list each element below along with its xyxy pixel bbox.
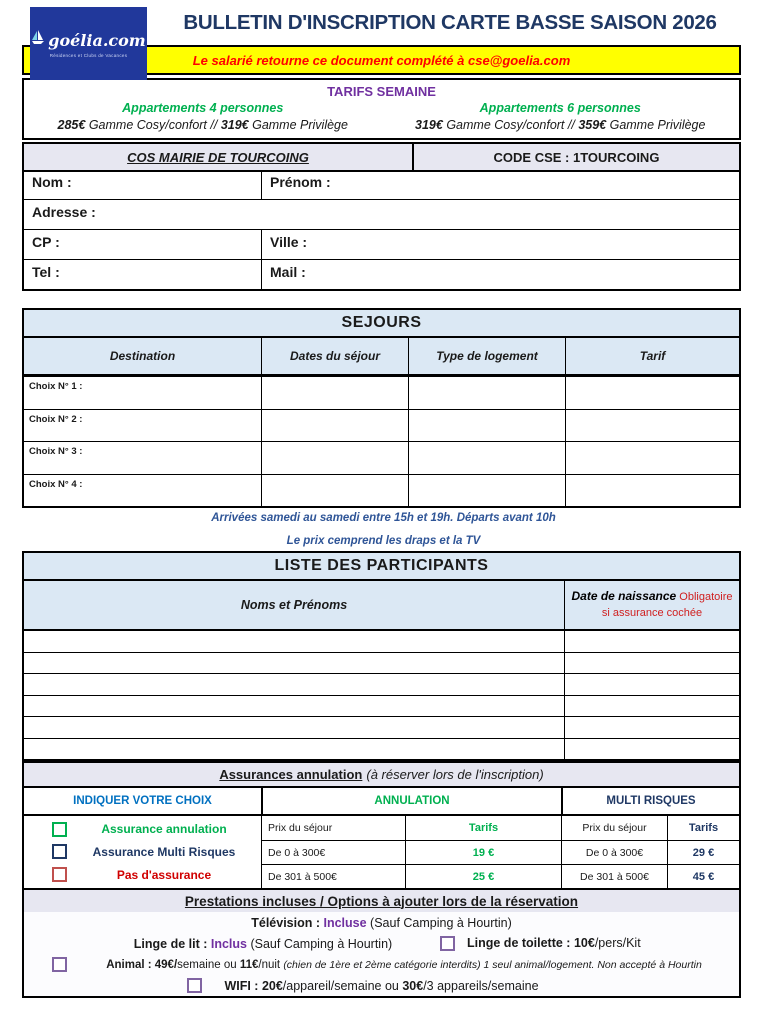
participants-table — [22, 551, 741, 761]
sejours-header-row — [24, 338, 739, 376]
col-noms-prenoms: Noms et Prénoms — [240, 598, 348, 612]
choice-pas-assurance — [24, 864, 261, 886]
linge-lit-suffix: (Sauf Camping à Hourtin) — [247, 936, 393, 951]
prestations-body — [22, 912, 741, 998]
participant-name-cell[interactable] — [24, 739, 564, 760]
linge-toilette-checkbox[interactable] — [440, 936, 455, 951]
apt6-prices: 319€ Gamme Cosy/confort // 359€ Gamme Privilège — [415, 118, 706, 132]
linge-lit-label: Linge de lit : — [133, 936, 211, 951]
tel-label: Tel : — [32, 264, 60, 280]
participant-birth-cell[interactable] — [564, 653, 739, 674]
prenom-label: Prénom : — [270, 174, 331, 190]
linge-toilette-label: Linge de toilette : 10€ — [467, 936, 595, 950]
choice-assurance-annulation — [24, 818, 261, 840]
choice-assurance-multi — [24, 841, 261, 863]
participant-birth-cell[interactable] — [564, 717, 739, 738]
choix-2-logement-cell[interactable] — [408, 410, 565, 442]
price-note: Le prix cemprend les draps et la TV — [286, 535, 481, 547]
multi-tarif-1: 29 € — [667, 840, 739, 864]
ann-tarif-2: 25 € — [405, 864, 561, 888]
tv-label: Télévision : — [251, 915, 324, 930]
tarifs-title: TARIFS SEMAINE — [327, 84, 436, 99]
prestations-title: Prestations incluses / Options à ajouter lors de la réservation — [184, 893, 579, 909]
wifi-text-1: /appareil/semaine ou — [282, 978, 403, 993]
org-name: COS MAIRIE DE TOURCOING — [127, 149, 309, 165]
apt4-heading: Appartements 4 personnes — [122, 101, 284, 115]
linge-toilette-rest: /pers/Kit — [594, 936, 641, 950]
linge-lit-value: Inclus — [210, 936, 247, 951]
tv-line — [24, 912, 739, 933]
mail-label: Mail : — [270, 264, 306, 280]
arrival-note: Arrivées samedi au samedi entre 15h et 19h. Départs avant 10h — [211, 512, 556, 524]
assurances-subtitle: (à réserver lors de l'inscription) — [366, 767, 544, 782]
choix-2-label-cell[interactable] — [24, 410, 261, 442]
multi-tarifs-header: Tarifs — [667, 816, 739, 840]
participant-row — [24, 630, 739, 652]
wifi-label: WIFI : 20€ — [224, 978, 283, 993]
choix-1-logement-cell[interactable] — [408, 377, 565, 409]
choix-3-dates-cell[interactable] — [261, 442, 408, 474]
sejours-table — [22, 308, 741, 508]
tv-suffix: (Sauf Camping à Hourtin) — [366, 915, 512, 930]
col-destination: Destination — [109, 349, 176, 363]
animal-label: Animal : 49€/ — [106, 958, 178, 971]
choix-3-tarif-cell[interactable] — [565, 442, 739, 474]
identity-form — [22, 170, 741, 291]
choix-4-label: Choix N° 4 : — [29, 478, 83, 490]
ann-range-2: De 301 à 500€ — [261, 864, 405, 888]
ann-tarifs-header: Tarifs — [405, 816, 561, 840]
assurances-table — [22, 786, 741, 890]
choix-2-label: Choix N° 2 : — [29, 413, 83, 425]
choix-4-logement-cell[interactable] — [408, 475, 565, 507]
participant-row — [24, 673, 739, 695]
sejours-title: SEJOURS — [24, 310, 739, 338]
page-title: BULLETIN D'INSCRIPTION CARTE BASSE SAISON 2026 — [183, 11, 717, 34]
pas-assurance-checkbox[interactable] — [52, 867, 67, 882]
participant-birth-cell[interactable] — [564, 631, 739, 652]
choix-3-logement-cell[interactable] — [408, 442, 565, 474]
choix-row-4 — [24, 474, 739, 507]
adresse-field[interactable] — [24, 200, 739, 229]
assurance-multi-label: Assurance Multi Risques — [92, 844, 236, 859]
animal-text-2: /nuit — [258, 958, 284, 971]
choix-1-label-cell[interactable] — [24, 377, 261, 409]
wifi-checkbox[interactable] — [187, 978, 202, 993]
choix-row-3 — [24, 441, 739, 474]
prenom-field[interactable] — [261, 170, 739, 199]
choix-4-label-cell[interactable] — [24, 475, 261, 507]
col-dates: Dates du séjour — [261, 338, 408, 374]
assurance-annulation-checkbox[interactable] — [52, 822, 67, 837]
participants-header-row — [24, 581, 739, 630]
logo-text: goélia.com — [48, 30, 146, 50]
birth-required-note: Obligatoire si assurance cochée — [601, 591, 733, 619]
choix-1-label: Choix N° 1 : — [29, 381, 83, 392]
choix-3-label-cell[interactable] — [24, 442, 261, 474]
pas-assurance-label: Pas d'assurance — [116, 867, 212, 882]
annulation-header: ANNULATION — [261, 788, 561, 814]
animal-note: (chien de 1ère et 2ème catégorie interdits) 1 seul animal/logement. Non accepté à Hourtin — [283, 958, 702, 971]
logo-tagline: Résidences et Clubs de Vacances — [49, 52, 128, 58]
ann-prix-header: Prix du séjour — [261, 816, 405, 840]
assurance-multi-checkbox[interactable] — [52, 844, 67, 859]
insurance-choices — [24, 816, 261, 888]
choix-2-tarif-cell[interactable] — [565, 410, 739, 442]
participant-name-cell[interactable] — [24, 653, 564, 674]
organisation-row — [22, 142, 741, 172]
multi-risques-header: MULTI RISQUES — [561, 788, 739, 814]
birth-header: Date de naissance — [571, 589, 677, 604]
participant-birth-cell[interactable] — [564, 739, 739, 760]
goelia-logo — [30, 7, 147, 80]
choix-row-2 — [24, 409, 739, 442]
cp-label: CP : — [32, 234, 60, 250]
nom-label: Nom : — [32, 174, 72, 190]
multi-prix-header: Prix du séjour — [561, 816, 667, 840]
adresse-label: Adresse : — [32, 204, 96, 220]
cp-field[interactable] — [24, 230, 261, 259]
participant-name-cell[interactable] — [24, 696, 564, 717]
choix-row-1 — [24, 376, 739, 409]
wifi-price-2: 30€ — [402, 978, 424, 993]
participant-row — [24, 716, 739, 738]
animal-price-2: 11€ — [239, 958, 259, 971]
col-logement: Type de logement — [408, 338, 565, 374]
multi-tarif-2: 45 € — [667, 864, 739, 888]
animal-text-1: semaine ou — [177, 958, 240, 971]
participant-name-cell[interactable] — [24, 674, 564, 695]
mail-field[interactable] — [261, 260, 739, 289]
banner-text: Le salarié retourne ce document complété à cse@goelia.com — [192, 52, 571, 68]
linge-line — [24, 933, 739, 954]
participants-title: LISTE DES PARTICIPANTS — [24, 553, 739, 581]
choix-1-dates-cell[interactable] — [261, 377, 408, 409]
ville-field[interactable] — [261, 230, 739, 259]
multi-range-2: De 301 à 500€ — [561, 864, 667, 888]
indiquer-choix-header: INDIQUER VOTRE CHOIX — [73, 795, 212, 807]
prestations-section-header — [22, 888, 741, 914]
ville-label: Ville : — [270, 234, 308, 250]
participant-row — [24, 652, 739, 674]
participant-name-cell[interactable] — [24, 717, 564, 738]
multi-range-1: De 0 à 300€ — [561, 840, 667, 864]
assurances-section-header — [22, 761, 741, 788]
participant-birth-cell[interactable] — [564, 696, 739, 717]
choix-1-tarif-cell[interactable] — [565, 377, 739, 409]
assurance-annulation-label: Assurance annulation — [101, 822, 227, 837]
apt4-prices: 285€ Gamme Cosy/confort // 319€ Gamme Privilège — [57, 118, 348, 132]
ann-range-1: De 0 à 300€ — [261, 840, 405, 864]
tarifs-apt6 — [382, 101, 740, 132]
apt6-heading: Appartements 6 personnes — [479, 101, 641, 115]
col-date-naissance — [564, 581, 739, 629]
sailboat-icon — [31, 30, 45, 51]
tel-field[interactable] — [24, 260, 261, 289]
animal-line — [24, 954, 739, 975]
participant-birth-cell[interactable] — [564, 674, 739, 695]
wifi-line — [24, 975, 739, 996]
choix-4-dates-cell[interactable] — [261, 475, 408, 507]
participant-name-cell[interactable] — [24, 631, 564, 652]
choix-4-tarif-cell[interactable] — [565, 475, 739, 507]
wifi-text-2: /3 appareils/semaine — [423, 978, 539, 993]
animal-checkbox[interactable] — [52, 957, 67, 972]
choix-3-label: Choix N° 3 : — [29, 446, 83, 457]
ann-tarif-1: 19 € — [405, 840, 561, 864]
tv-value: Incluse — [323, 915, 367, 930]
col-tarif: Tarif — [565, 338, 739, 374]
assurances-header-row — [24, 788, 739, 816]
participant-row — [24, 738, 739, 760]
tarifs-semaine-box — [22, 78, 741, 140]
nom-field[interactable] — [24, 170, 261, 199]
choix-2-dates-cell[interactable] — [261, 410, 408, 442]
cse-code: CODE CSE : 1TOURCOING — [412, 144, 739, 170]
participant-row — [24, 695, 739, 717]
tarifs-apt4 — [24, 101, 382, 132]
assurances-title: Assurances annulation — [219, 767, 363, 782]
